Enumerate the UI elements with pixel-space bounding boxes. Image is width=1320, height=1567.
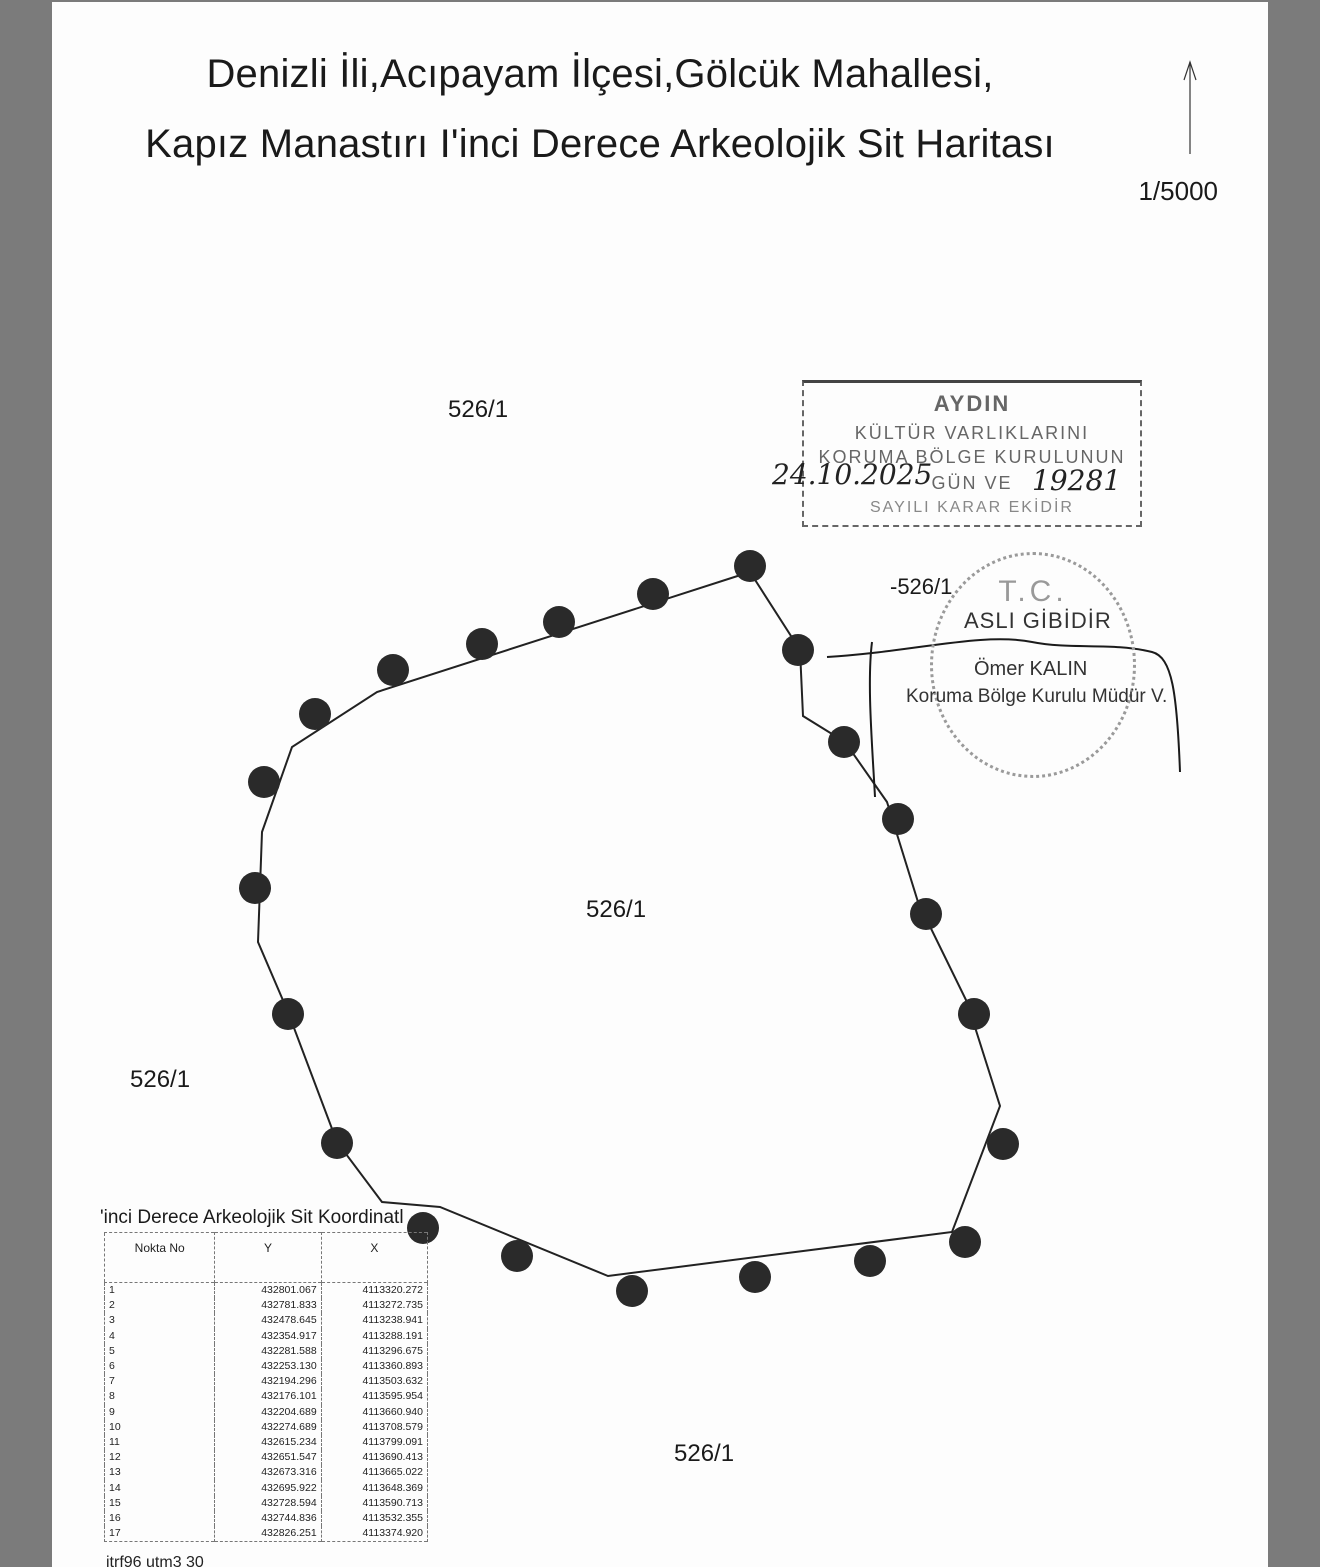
handwritten-date: 24.10.2025 [772, 458, 933, 491]
cell-y: 432651.547 [215, 1450, 321, 1465]
site-boundary-polygon [258, 572, 1000, 1276]
cell-x: 4113320.272 [321, 1283, 427, 1299]
column-header-y: Y [215, 1233, 321, 1283]
cell-point-no: 15 [105, 1496, 215, 1511]
cell-x: 4113238.941 [321, 1313, 427, 1328]
cell-x: 4113799.091 [321, 1435, 427, 1450]
table-row [105, 1329, 428, 1344]
boundary-marker [958, 998, 990, 1030]
official-role: Koruma Bölge Kurulu Müdür V. [906, 686, 1168, 707]
boundary-marker [910, 898, 942, 930]
table-row [105, 1420, 428, 1435]
boundary-marker [987, 1128, 1019, 1160]
cell-x: 4113296.675 [321, 1344, 427, 1359]
boundary-marker [543, 606, 575, 638]
cell-y: 432801.067 [215, 1283, 321, 1299]
stamp-line5: SAYILI KARAR EKİDİR [870, 499, 1074, 516]
boundary-markers [239, 550, 1019, 1307]
cell-y: 432781.833 [215, 1298, 321, 1313]
cell-point-no: 10 [105, 1420, 215, 1435]
official-name: Ömer KALIN [974, 658, 1088, 680]
cell-point-no: 2 [105, 1298, 215, 1313]
cell-x: 4113690.413 [321, 1450, 427, 1465]
boundary-marker [828, 726, 860, 758]
cell-y: 432194.296 [215, 1374, 321, 1389]
column-header-point: Nokta No [105, 1233, 215, 1283]
cell-point-no: 6 [105, 1359, 215, 1374]
table-row [105, 1313, 428, 1328]
parcel-label-east: -526/1 [890, 574, 953, 599]
table-row [105, 1465, 428, 1480]
boundary-marker [321, 1127, 353, 1159]
cell-x: 4113665.022 [321, 1465, 427, 1480]
boundary-marker [248, 766, 280, 798]
table-row [105, 1374, 428, 1389]
cell-y: 432281.588 [215, 1344, 321, 1359]
cell-x: 4113660.940 [321, 1405, 427, 1420]
cell-point-no: 17 [105, 1526, 215, 1542]
cell-point-no: 11 [105, 1435, 215, 1450]
cell-y: 432615.234 [215, 1435, 321, 1450]
handwritten-number: 19281 [1032, 464, 1122, 497]
coordinate-table [104, 1232, 428, 1542]
boundary-marker [637, 578, 669, 610]
cell-y: 432478.645 [215, 1313, 321, 1328]
cell-y: 432826.251 [215, 1526, 321, 1542]
cell-y: 432673.316 [215, 1465, 321, 1480]
cell-x: 4113374.920 [321, 1526, 427, 1542]
boundary-marker [739, 1261, 771, 1293]
map-scale: 1/5000 [1138, 176, 1218, 206]
datum-footer: itrf96 utm3 30 [106, 1554, 204, 1567]
boundary-marker [466, 628, 498, 660]
boundary-marker [299, 698, 331, 730]
table-row [105, 1450, 428, 1465]
stamp-city: AYDIN [933, 391, 1011, 416]
boundary-marker [854, 1245, 886, 1277]
cell-point-no: 12 [105, 1450, 215, 1465]
boundary-marker [501, 1240, 533, 1272]
table-row [105, 1298, 428, 1313]
cell-point-no: 1 [105, 1283, 215, 1299]
table-row [105, 1359, 428, 1374]
cell-x: 4113648.369 [321, 1480, 427, 1495]
boundary-marker [949, 1226, 981, 1258]
cell-y: 432274.689 [215, 1420, 321, 1435]
certified-copy-label: ASLI GİBİDİR [964, 608, 1112, 633]
stamp-line2: KÜLTÜR VARLIKLARINI [854, 423, 1090, 443]
table-row [105, 1283, 428, 1299]
cell-x: 4113360.893 [321, 1359, 427, 1374]
table-row [105, 1480, 428, 1495]
column-header-x: X [321, 1233, 427, 1283]
parcel-label-north: 526/1 [448, 396, 509, 423]
cell-y: 432354.917 [215, 1329, 321, 1344]
boundary-marker [734, 550, 766, 582]
council-stamp [802, 380, 1142, 527]
cell-y: 432176.101 [215, 1389, 321, 1404]
cell-x: 4113590.713 [321, 1496, 427, 1511]
map-title-line1: Denizli İli,Acıpayam İlçesi,Gölcük Mahallesi, [206, 52, 994, 96]
table-row [105, 1405, 428, 1420]
seal-tc: T.C. [998, 575, 1068, 608]
boundary-marker [272, 998, 304, 1030]
cell-y: 432204.689 [215, 1405, 321, 1420]
table-row [105, 1389, 428, 1404]
cell-point-no: 9 [105, 1405, 215, 1420]
cell-y: 432728.594 [215, 1496, 321, 1511]
parcel-label-center: 526/1 [586, 896, 647, 923]
boundary-marker [377, 654, 409, 686]
cell-x: 4113288.191 [321, 1329, 427, 1344]
map-sheet [52, 2, 1268, 1567]
table-row [105, 1435, 428, 1450]
cell-x: 4113272.735 [321, 1298, 427, 1313]
parcel-label-south: 526/1 [674, 1440, 735, 1467]
cell-y: 432744.836 [215, 1511, 321, 1526]
coordinate-table-title: 'inci Derece Arkeolojik Sit Koordinatl [100, 1207, 404, 1228]
map-title-line2: Kapız Manastırı I'inci Derece Arkeolojik Sit Haritası [145, 122, 1055, 166]
cell-y: 432253.130 [215, 1359, 321, 1374]
cell-y: 432695.922 [215, 1480, 321, 1495]
cell-point-no: 5 [105, 1344, 215, 1359]
cell-point-no: 16 [105, 1511, 215, 1526]
cell-x: 4113503.632 [321, 1374, 427, 1389]
cell-point-no: 4 [105, 1329, 215, 1344]
stamp-line3: KORUMA BÖLGE KURULUNUN [818, 447, 1126, 467]
cell-point-no: 8 [105, 1389, 215, 1404]
boundary-marker [239, 872, 271, 904]
parcel-label-west: 526/1 [130, 1066, 191, 1093]
cell-point-no: 7 [105, 1374, 215, 1389]
table-row [105, 1496, 428, 1511]
cell-point-no: 3 [105, 1313, 215, 1328]
cell-point-no: 13 [105, 1465, 215, 1480]
boundary-marker [616, 1275, 648, 1307]
boundary-marker [782, 634, 814, 666]
cell-x: 4113595.954 [321, 1389, 427, 1404]
stamp-line4: GÜN VE [931, 473, 1013, 493]
table-row [105, 1526, 428, 1542]
cell-x: 4113532.355 [321, 1511, 427, 1526]
cell-point-no: 14 [105, 1480, 215, 1495]
table-row [105, 1511, 428, 1526]
table-row [105, 1344, 428, 1359]
cell-x: 4113708.579 [321, 1420, 427, 1435]
boundary-marker [882, 803, 914, 835]
